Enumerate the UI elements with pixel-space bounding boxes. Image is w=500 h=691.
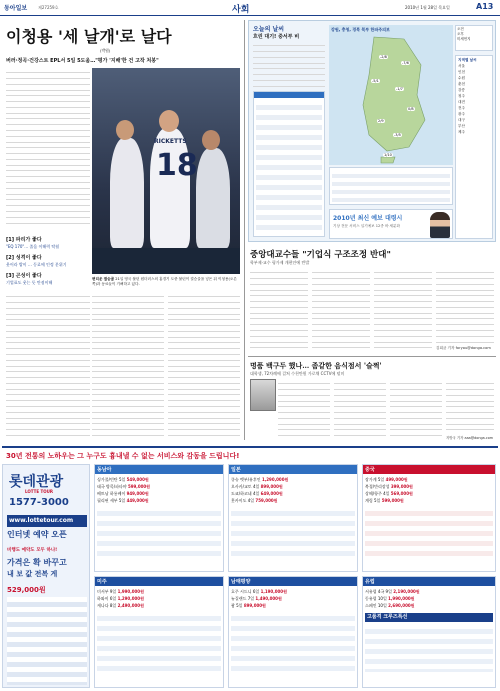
- lead-story: [4, 20, 242, 445]
- photo-caption-title: 변리운 결승골: [92, 277, 115, 281]
- ad-site: www.lottetour.com: [7, 515, 87, 527]
- photo-caption-text: 21일 영국 불턴 원더러스의 홈경기 도중 불턴이 결승골을 넣은 뒤 이청용(오른쪽)과 동료들이 기뻐하고 있다.: [92, 277, 237, 286]
- story2-body-4: [436, 268, 494, 344]
- lead-headline: 이청용 '세 날개'로 날다: [6, 27, 172, 46]
- shirt-number: 18: [156, 148, 198, 183]
- story3-subtitle: 대학생, 72차례에 걸쳐 수천만원 가로채 CCTV에 덜미: [250, 371, 345, 376]
- lead-body-col1b: [6, 292, 90, 442]
- region-11: 부산: [458, 124, 465, 128]
- story2-body-2: [312, 268, 370, 350]
- city-temp-7: -3/5: [394, 133, 401, 137]
- lotte-tour-ad: [2, 446, 498, 689]
- weather-map: [329, 25, 453, 165]
- tile3-price-2: 399,000원: [390, 484, 413, 489]
- subhead-1: [1] 파리가 좋다: [6, 237, 42, 243]
- subhead-3-desc: 기업표도 웃는 듯 만점이해: [6, 280, 53, 285]
- tile2-price-1: 1,290,000원: [261, 477, 289, 482]
- ad-banner-text: 30년 전통의 노하우는 그 누구도 흉내낼 수 없는 서비스와 감동을 드립니다!: [6, 452, 240, 460]
- tile1-item-4: 필리핀 세부 5일: [97, 498, 126, 503]
- region-3: 수원: [458, 76, 465, 80]
- story2-byline: 김희균 기자 foryou@donga.com: [436, 346, 491, 350]
- lead-subtitle: 버러·정곡·건강스트 EPL서 5일 5도움…"평가 '지배'한 건 고작 처봉": [6, 58, 159, 64]
- region-6: 청주: [458, 94, 465, 98]
- tile-title-1: 동남아: [95, 465, 223, 474]
- ad-brand-block: [2, 464, 90, 688]
- cruise-banner: 고품격 크루즈특선: [365, 613, 493, 622]
- legend-item-1: 오전: [457, 27, 464, 31]
- story-chungang: [248, 246, 496, 354]
- story-theft: [248, 356, 496, 442]
- region-8: 전주: [458, 106, 465, 110]
- weekly-forecast-table: [329, 167, 453, 205]
- tile2-price-3: 649,000원: [260, 491, 283, 496]
- lead-subheads: [6, 232, 90, 286]
- subhead-2: [2] 성격이 좋다: [6, 255, 42, 261]
- lead-body-col2: [92, 292, 164, 442]
- tile6-price-2: 1,990,000원: [388, 596, 415, 601]
- ad-site-sub: 인터넷 예약 오픈: [7, 530, 67, 539]
- shirt-name: RICKETTS: [154, 138, 187, 145]
- tile-china: [362, 464, 496, 572]
- section-title: 사회: [232, 5, 250, 15]
- weather-title: 오늘의 날씨: [253, 26, 285, 33]
- weather-ad-title: 2010년 최신 예보 대령시: [333, 215, 403, 222]
- tile6-price-3: 2,690,000원: [388, 603, 415, 608]
- tile4-price-3: 2,490,000원: [117, 603, 144, 608]
- tile6-item-2: 동유럽 10일: [365, 596, 387, 601]
- ad-brand-en: LOTTE TOUR: [25, 489, 53, 494]
- weather-presenter: [430, 212, 450, 238]
- lead-photo: [92, 68, 240, 274]
- tile4-item-3: 캐나다 8일: [97, 603, 117, 608]
- story2-headline: 중앙대교수들 "기업식 구조조정 반대": [250, 250, 391, 260]
- tile5-price-3: 899,000원: [243, 603, 266, 608]
- forecast-table: [253, 91, 325, 237]
- tile3-item-2: 북경/만리장성: [365, 484, 390, 489]
- legend-item-3: 미세먼지: [457, 37, 471, 41]
- lead-body-col1: [6, 68, 90, 228]
- story3-photo: [250, 379, 276, 411]
- tile-title-6: 유럽: [363, 577, 495, 586]
- newspaper-logo: 동아일보: [4, 5, 28, 12]
- regional-weather: [455, 55, 493, 239]
- tile1-item-1: 싱가폴/빈탄 5일: [97, 477, 126, 482]
- story2-body-1: [250, 268, 308, 350]
- tile-south-pacific: [228, 576, 358, 688]
- korea-map-shape: [329, 25, 453, 165]
- photo-caption: [92, 277, 240, 287]
- tile3-item-1: 장가계 5일: [365, 477, 385, 482]
- weather-headline: 흐린 대기! 중서부 비: [253, 34, 300, 40]
- tile-americas: [94, 576, 224, 688]
- tile5-item-1: 호주 시드니 6일: [231, 589, 260, 594]
- tile-southeast-asia: [94, 464, 224, 572]
- tile-title-2: 일본: [229, 465, 357, 474]
- tile1-price-4: 449,000원: [126, 498, 149, 503]
- tile6-price-1: 2,190,000원: [393, 589, 420, 594]
- tile-japan: [228, 464, 358, 572]
- city-temp-5: 0/8: [408, 107, 414, 111]
- tile2-price-4: 759,000원: [255, 498, 278, 503]
- city-temp-6: 2/9: [378, 119, 384, 123]
- tile-title-4: 미주: [95, 577, 223, 586]
- tile5-item-2: 뉴질랜드 7일: [231, 596, 255, 601]
- story3-headline: 명품 백구두 했나… 좀같한 음식점서 '슬쩍': [250, 361, 382, 370]
- tile2-item-1: 큐슈 벳부/유후인: [231, 477, 261, 482]
- subhead-3: [3] 곤성이 좋다: [6, 273, 42, 279]
- issue-number: 제27259호: [38, 5, 59, 10]
- region-12: 제주: [458, 130, 465, 134]
- region-9: 광주: [458, 112, 465, 116]
- page-number: A13: [476, 2, 494, 11]
- tile6-item-3: 스페인 10일: [365, 603, 387, 608]
- city-temp-3: -5/1: [372, 79, 379, 83]
- weather-section: [248, 20, 496, 242]
- story3-body-1: [278, 379, 330, 439]
- story3-byline: 지방국 기자 aaa@donga.com: [446, 436, 494, 440]
- lead-body-col3: [168, 292, 240, 442]
- tile-europe: [362, 576, 496, 688]
- story3-body-2: [334, 379, 386, 439]
- tile4-price-1: 1,990,000원: [117, 589, 144, 594]
- regional-title: 지역별 날씨: [458, 58, 477, 62]
- ad-brand: 롯데관광: [9, 474, 64, 490]
- map-title: 강원, 충청, 경북 북부 한파주의보: [331, 27, 390, 32]
- region-1: 서울: [458, 64, 465, 68]
- issue-date: 2010년 1월 28일 목요일: [405, 5, 450, 10]
- tile1-price-1: 549,000원: [126, 477, 149, 482]
- ad-price-main: 529,000원: [7, 586, 46, 594]
- tile2-item-4: 홋카이도 4일: [231, 498, 255, 503]
- region-4: 춘천: [458, 82, 465, 86]
- tile6-item-1: 서유럽 4국 9일: [365, 589, 392, 594]
- weather-ad: [329, 209, 453, 239]
- tile3-item-4: 계림 5일: [365, 498, 381, 503]
- tile3-price-1: 499,000원: [385, 477, 408, 482]
- tile2-price-2: 899,000원: [260, 484, 283, 489]
- tile3-item-3: 상해/항주 4일: [365, 491, 390, 496]
- lead-byline: (박원): [100, 48, 111, 53]
- tile2-item-2: 오사카/교토 4일: [231, 484, 260, 489]
- page-header: [0, 0, 500, 16]
- region-5: 강릉: [458, 88, 465, 92]
- story3-body-4: [446, 379, 494, 433]
- region-2: 인천: [458, 70, 465, 74]
- tile4-price-2: 1,290,000원: [117, 596, 144, 601]
- ad-promo-2: 가격은 확 바꾸고: [7, 558, 67, 567]
- city-temp-2: -7/6: [402, 61, 409, 65]
- ad-banner: [2, 450, 498, 462]
- tile4-item-1: 미서부 9일: [97, 589, 117, 594]
- tile-title-3: 중국: [363, 465, 495, 474]
- legend-item-2: 오후: [457, 32, 464, 36]
- tile3-price-3: 569,000원: [390, 491, 413, 496]
- story3-body-3: [390, 379, 442, 439]
- city-temp-4: -1/7: [396, 87, 403, 91]
- tile-title-5: 남태평양: [229, 577, 357, 586]
- tile5-item-3: 괌 5일: [231, 603, 243, 608]
- map-legend: [455, 25, 493, 51]
- tile4-item-2: 하와이 6일: [97, 596, 117, 601]
- tile5-price-1: 1,190,000원: [260, 589, 287, 594]
- tile1-item-2: 태국 방콕/파타야: [97, 484, 127, 489]
- ad-phone: 1577-3000: [9, 497, 69, 508]
- ad-promo-3: 내 보 값 전복 게: [7, 570, 58, 578]
- subhead-1-desc: "EQ 170"… 졸음 이해력 탁월: [6, 244, 60, 249]
- region-10: 대구: [458, 118, 465, 122]
- tile2-item-3: 도쿄/하코네 4일: [231, 491, 260, 496]
- city-temp-1: -2/8: [380, 55, 387, 59]
- tile3-price-4: 599,000원: [381, 498, 404, 503]
- city-temp-8: 1/10: [384, 153, 392, 157]
- subhead-2-desc: 웃어라 밥이 … 동료에 인정 분위기: [6, 262, 67, 267]
- story2-body-3: [374, 268, 432, 350]
- tile1-price-3: 949,000원: [126, 491, 149, 496]
- tile1-price-2: 599,000원: [127, 484, 151, 489]
- tile5-price-2: 1,490,000원: [255, 596, 282, 601]
- region-7: 대전: [458, 100, 465, 104]
- weather-body: [253, 41, 325, 87]
- weather-ad-sub: 기상 전문 서비스 일기예보 12종 바 세분화: [333, 224, 400, 228]
- ad-promo-1: 비행도 예약도 모두 하나!: [7, 548, 58, 553]
- story2-subtitle: 학부제·교수 평가제 개편안에 반발: [250, 260, 310, 265]
- tile1-item-3: 베트남 하롱베이: [97, 491, 126, 496]
